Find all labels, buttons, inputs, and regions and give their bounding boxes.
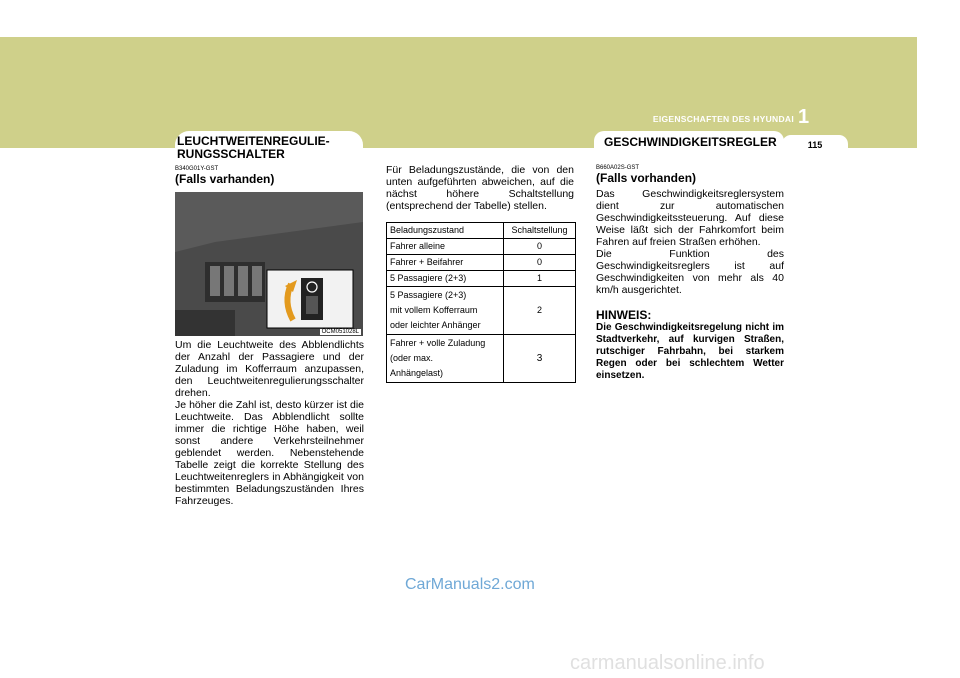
right-column (596, 165, 784, 382)
load-table (386, 222, 576, 383)
dashboard-photo (175, 192, 363, 336)
chapter-number: 1 (798, 106, 810, 128)
page-number: 115 (782, 135, 848, 153)
section-code: B340G01Y-GST (175, 166, 219, 172)
table-row (387, 287, 575, 335)
table-row (387, 335, 575, 382)
table-cell: 5 Passagiere (2+3) mit vollem Kofferraum oder leichter Anhänger (387, 287, 504, 334)
table-cell: 2 (536, 305, 542, 315)
table-cell: 3 (536, 353, 543, 364)
right-body-text: Das Geschwindigkeitsreglersystem dient zur automatischen Geschwindigkeitssteuerung. Auf diese Weise läßt sich der Fahrkomfort beim Fahren auf freien Straßen erhöhen. Die Funktion des Geschwindigkeitsreglers ist auf Geschwindigkeiten von mehr als 40 km/h ausgerichtet. (596, 188, 784, 296)
table-cell: 0 (536, 257, 542, 267)
footer-watermark: carmanualsonline.info (570, 652, 765, 674)
section-subhead: (Falls vorhanden) (596, 171, 697, 185)
table-cell: Fahrer + volle Zuladung (oder max. Anhängelast) (387, 335, 504, 382)
chapter-title: EIGENSCHAFTEN DES HYUNDAI (652, 114, 794, 124)
table-row (387, 255, 575, 271)
table-header-cell: Beladungszustand (387, 223, 504, 238)
figure-caption: OCM051028L (321, 329, 359, 335)
section-subhead: (Falls varhanden) (175, 172, 275, 186)
table-row (387, 271, 575, 287)
right-tab-title: GESCHWINDIGKEITSREGLER (604, 135, 777, 149)
table-cell: 0 (536, 241, 542, 251)
watermark-link[interactable]: CarManuals2.com (405, 576, 535, 593)
table-cell: Fahrer alleine (387, 239, 504, 254)
section-code: B660A02S-GST (596, 165, 640, 171)
table-cell: 1 (536, 273, 542, 283)
left-column (175, 165, 364, 507)
header-band (0, 37, 917, 148)
note-heading: HINWEIS: (596, 308, 652, 322)
note-body: Die Geschwindigkeitsregelung nicht im Stadtverkehr, auf kurvigen Straßen, rutschiger Fahrbahn, bei starkem Regen oder bei schlechtem Wetter einsetzen. (596, 322, 784, 381)
table-header-row (387, 223, 575, 239)
left-body-text: Um die Leuchtweite des Abblendlichts der Anzahl der Passagiere und der Zuladung im Kofferraum anzupassen, den Leuchtweitenregulierungsschalter drehen. Je höher die Zahl ist, desto kürzer ist die Leuchtweite. Das Abblendlicht sollte immer die richtige Höhe haben, weil sonst andere Verkehrsteilnehmer geblendet werden. Nebenstehende Tabelle zeigt die korrekte Stellung des Leuchtweitenreglers in Abhängigkeit von bestimmten Beladungszuständen Ihres Fahrzeuges. (175, 339, 364, 507)
table-cell: 5 Passagiere (2+3) (387, 271, 504, 286)
table-row (387, 239, 575, 255)
table-cell: Fahrer + Beifahrer (387, 255, 504, 270)
middle-intro-text: Für Beladungszustände, die von den unten aufgeführten abweichen, auf die nächst höhere Schaltstellung (entsprechend der Tabelle) stellen. (386, 164, 574, 212)
headlight-switch-figure (175, 192, 363, 336)
table-header-cell: Schaltstellung (511, 225, 568, 235)
middle-column (386, 164, 574, 383)
left-tab-title: LEUCHTWEITENREGULIE- RUNGSSCHALTER (177, 134, 330, 161)
